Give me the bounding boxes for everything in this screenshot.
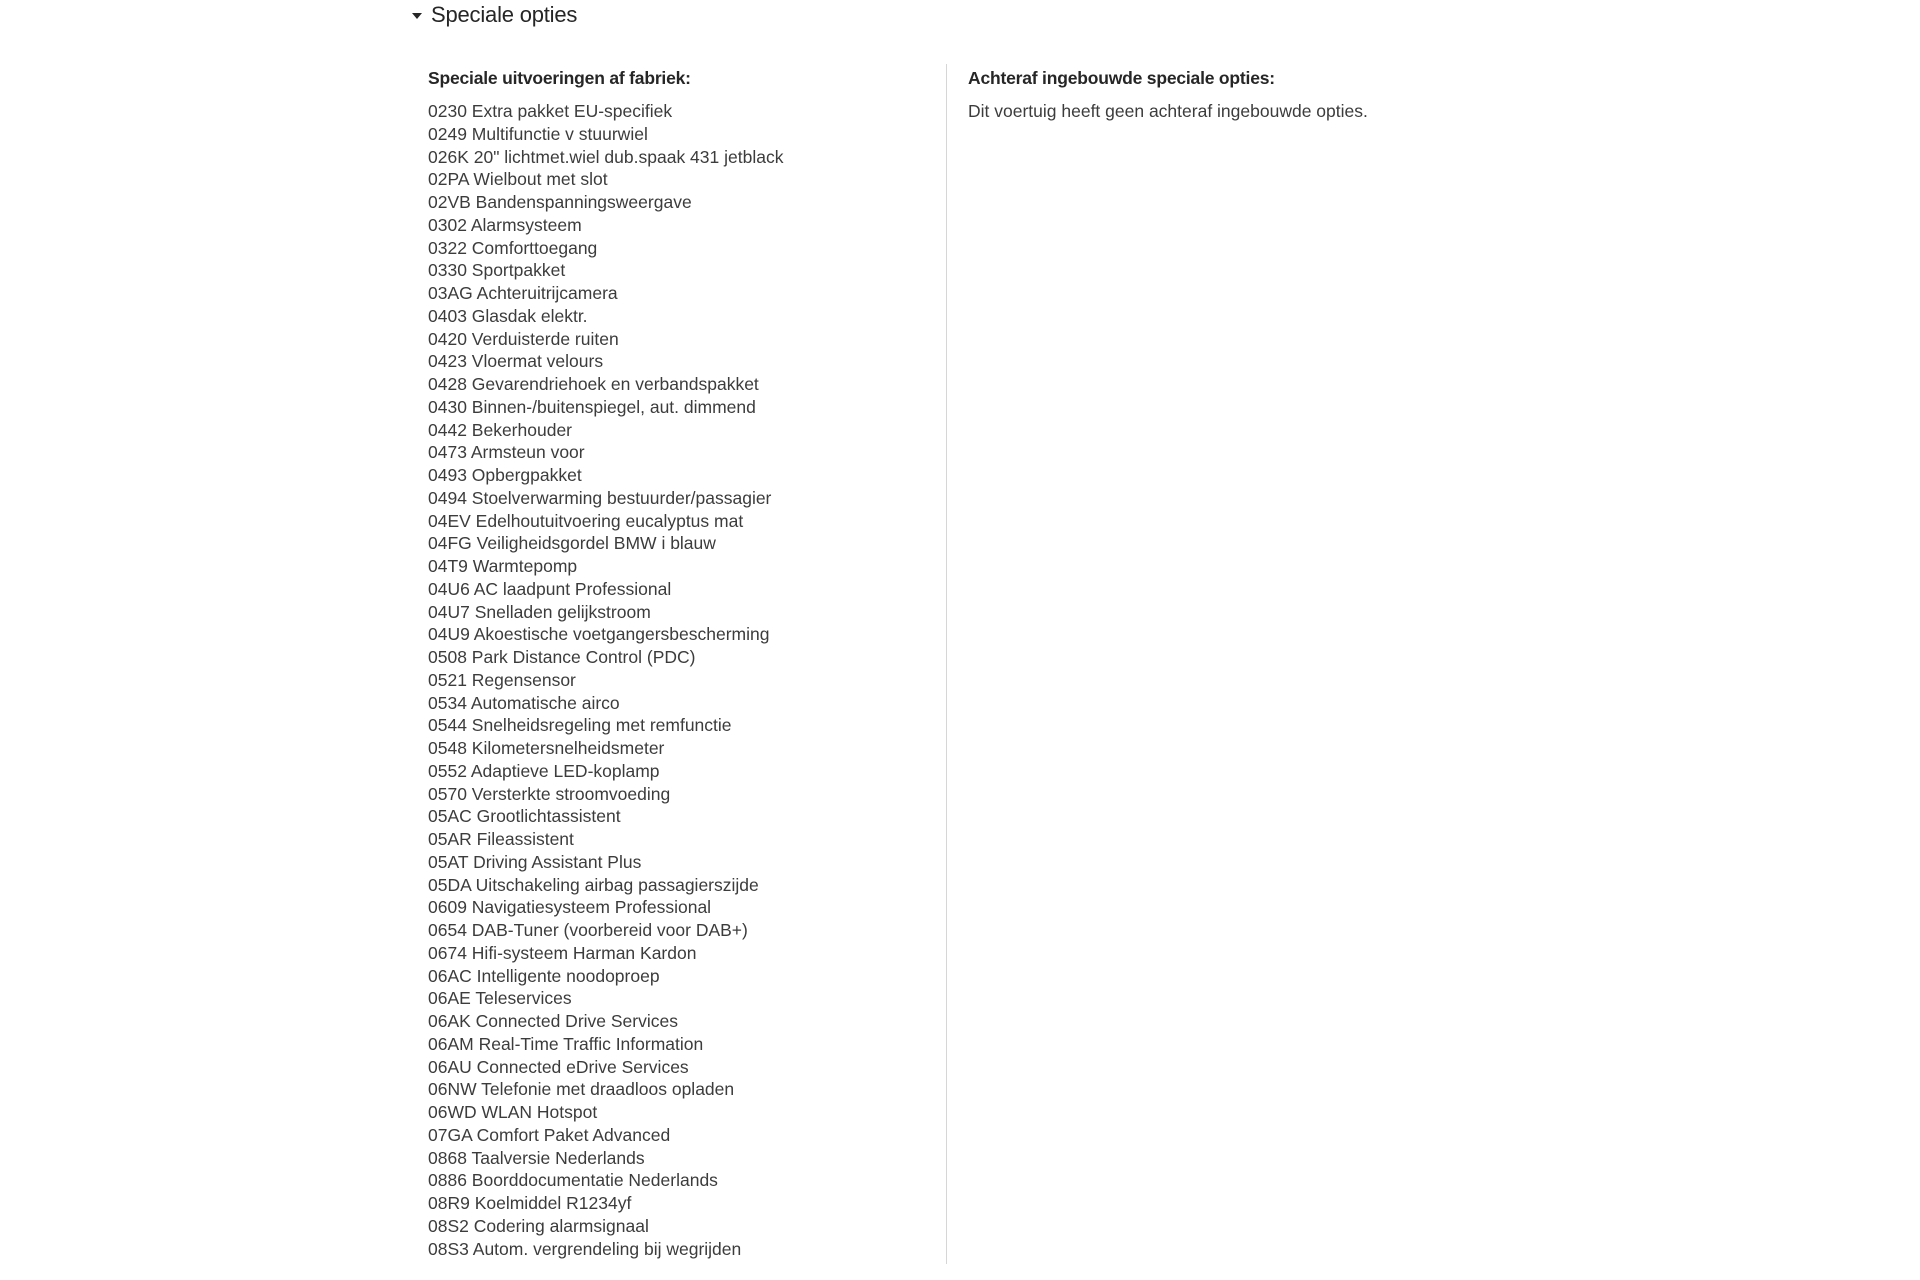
list-item: 0403 Glasdak elektr. [428, 305, 588, 326]
list-item: 0442 Bekerhouder [428, 419, 572, 440]
factory-options-column [428, 66, 948, 1260]
list-item: 0493 Opbergpakket [428, 465, 582, 485]
section-title: Speciale opties [431, 2, 578, 27]
list-item: 06WD WLAN Hotspot [428, 1102, 598, 1122]
list-item: 0330 Sportpakket [428, 260, 566, 281]
list-item: 0302 Alarmsysteem [428, 214, 582, 235]
list-item: 05AR Fileassistent [428, 829, 574, 849]
list-item: 06AU Connected eDrive Services [428, 1056, 689, 1077]
list-item: 04EV Edelhoutuitvoering eucalyptus mat [428, 510, 744, 531]
list-item: 0886 Boorddocumentatie Nederlands [428, 1170, 718, 1191]
list-item: 05AC Grootlichtassistent [428, 806, 621, 827]
list-item: 0868 Taalversie Nederlands [428, 1147, 645, 1168]
list-item: 0494 Stoelverwarming bestuurder/passagier [428, 487, 772, 508]
list-item: 06AK Connected Drive Services [428, 1011, 678, 1031]
column-divider [946, 64, 947, 1264]
list-item: 0654 DAB-Tuner (voorbereid voor DAB+) [428, 920, 748, 940]
list-item: 04FG Veiligheidsgordel BMW i blauw [428, 533, 716, 554]
retrofit-empty-note: Dit voertuig heeft geen achteraf ingebouwde opties. [968, 101, 1368, 121]
list-item: 0428 Gevarendriehoek en verbandspakket [428, 374, 759, 394]
list-item: 04U9 Akoestische voetgangersbescherming [428, 624, 770, 645]
list-item: 05DA Uitschakeling airbag passagierszijde [428, 874, 759, 895]
list-item: 0249 Multifunctie v stuurwiel [428, 123, 648, 144]
retrofit-options-column [968, 66, 1668, 123]
list-item: 03AG Achteruitrijcamera [428, 283, 618, 303]
list-item: 06NW Telefonie met draadloos opladen [428, 1079, 735, 1100]
list-item: 0423 Vloermat velours [428, 351, 604, 372]
list-item: 07GA Comfort Paket Advanced [428, 1124, 671, 1145]
factory-options-heading: Speciale uitvoeringen af fabriek: [428, 68, 691, 88]
list-item: 0534 Automatische airco [428, 692, 620, 713]
list-item: 0570 Versterkte stroomvoeding [428, 783, 671, 804]
list-item: 0430 Binnen-/buitenspiegel, aut. dimmend [428, 396, 756, 417]
list-item: 0609 Navigatiesysteem Professional [428, 897, 712, 918]
list-item: 05AT Driving Assistant Plus [428, 851, 642, 872]
list-item: 0521 Regensensor [428, 669, 576, 690]
retrofit-options-heading: Achteraf ingebouwde speciale opties: [968, 68, 1275, 88]
list-item: 06AC Intelligente noodoproep [428, 965, 660, 986]
list-item: 08R9 Koelmiddel R1234yf [428, 1193, 632, 1213]
list-item: 04T9 Warmtepomp [428, 556, 578, 576]
list-item: 026K 20" lichtmet.wiel dub.spaak 431 jetblack [428, 146, 784, 167]
list-item: 0552 Adaptieve LED-koplamp [428, 760, 660, 781]
list-item: 06AE Teleservices [428, 988, 572, 1009]
list-item: 06AM Real-Time Traffic Information [428, 1033, 704, 1054]
list-item: 0548 Kilometersnelheidsmeter [428, 738, 665, 758]
list-item: 08S2 Codering alarmsignaal [428, 1215, 649, 1236]
list-item: 0544 Snelheidsregeling met remfunctie [428, 715, 732, 736]
list-item: 0473 Armsteun voor [428, 442, 585, 463]
list-item: 08S3 Autom. vergrendeling bij wegrijden [428, 1238, 742, 1259]
list-item: 0230 Extra pakket EU-specifiek [428, 101, 673, 121]
list-item: 04U7 Snelladen gelijkstroom [428, 601, 651, 622]
list-item: 04U6 AC laadpunt Professional [428, 578, 672, 599]
special-options-toggle[interactable] [412, 0, 577, 30]
caret-down-icon [412, 13, 422, 19]
factory-options-list [428, 100, 948, 1260]
list-item: 0674 Hifi-systeem Harman Kardon [428, 942, 697, 963]
list-item: 0508 Park Distance Control (PDC) [428, 647, 696, 667]
list-item: 02PA Wielbout met slot [428, 169, 608, 190]
list-item: 0420 Verduisterde ruiten [428, 328, 619, 349]
list-item: 02VB Bandenspanningsweergave [428, 192, 692, 212]
list-item: 0322 Comforttoegang [428, 237, 598, 258]
